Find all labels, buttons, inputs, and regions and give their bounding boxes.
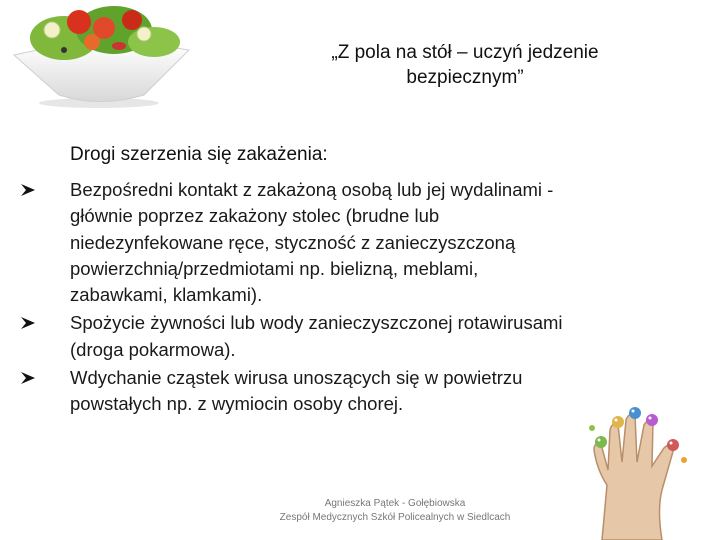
bullet-item [20,177,660,308]
bullet-list [20,177,660,420]
slide-title [280,40,650,90]
bullet-line: Wdychanie cząstek wirusa unoszących się w powietrzu [70,367,523,389]
footer [250,497,540,525]
bullet-line: zabawkami, klamkami). [70,284,263,306]
bullet-line: Spożycie żywności lub wody zanieczyszczonej rotawirusami [70,312,563,334]
bullet-line: głównie poprzez zakażony stolec (brudne lub [70,205,440,227]
salad-bowl-image [4,0,194,110]
hand-with-germs-image [572,400,702,540]
bullet-line: niedezynfekowane ręce, styczność z zanieczyszczoną [70,231,516,253]
bullet-line: (droga pokarmowa). [70,338,236,360]
title-line-1: „Z pola na stół – uczyń jedzenie [331,42,599,63]
bullet-line: Bezpośredni kontakt z zakażoną osobą lub jej wydalinami - [70,179,554,200]
bullet-line: powstałych np. z wymiocin osoby chorej. [70,393,404,415]
arrow-bullet-icon [20,315,36,331]
bullet-item [20,310,660,363]
title-line-2: bezpiecznym” [406,67,524,88]
subheading: Drogi szerzenia się zakażenia: [70,144,328,165]
footer-author: Agnieszka Pątek - Gołębiowska [324,498,466,509]
bullet-line: powierzchnią/przedmiotami np. bielizną, meblami, [70,257,479,279]
bullet-item [20,365,660,418]
footer-school: Zespół Medycznych Szkół Policealnych w Siedlcach [279,512,511,523]
arrow-bullet-icon [20,182,36,198]
arrow-bullet-icon [20,370,36,386]
